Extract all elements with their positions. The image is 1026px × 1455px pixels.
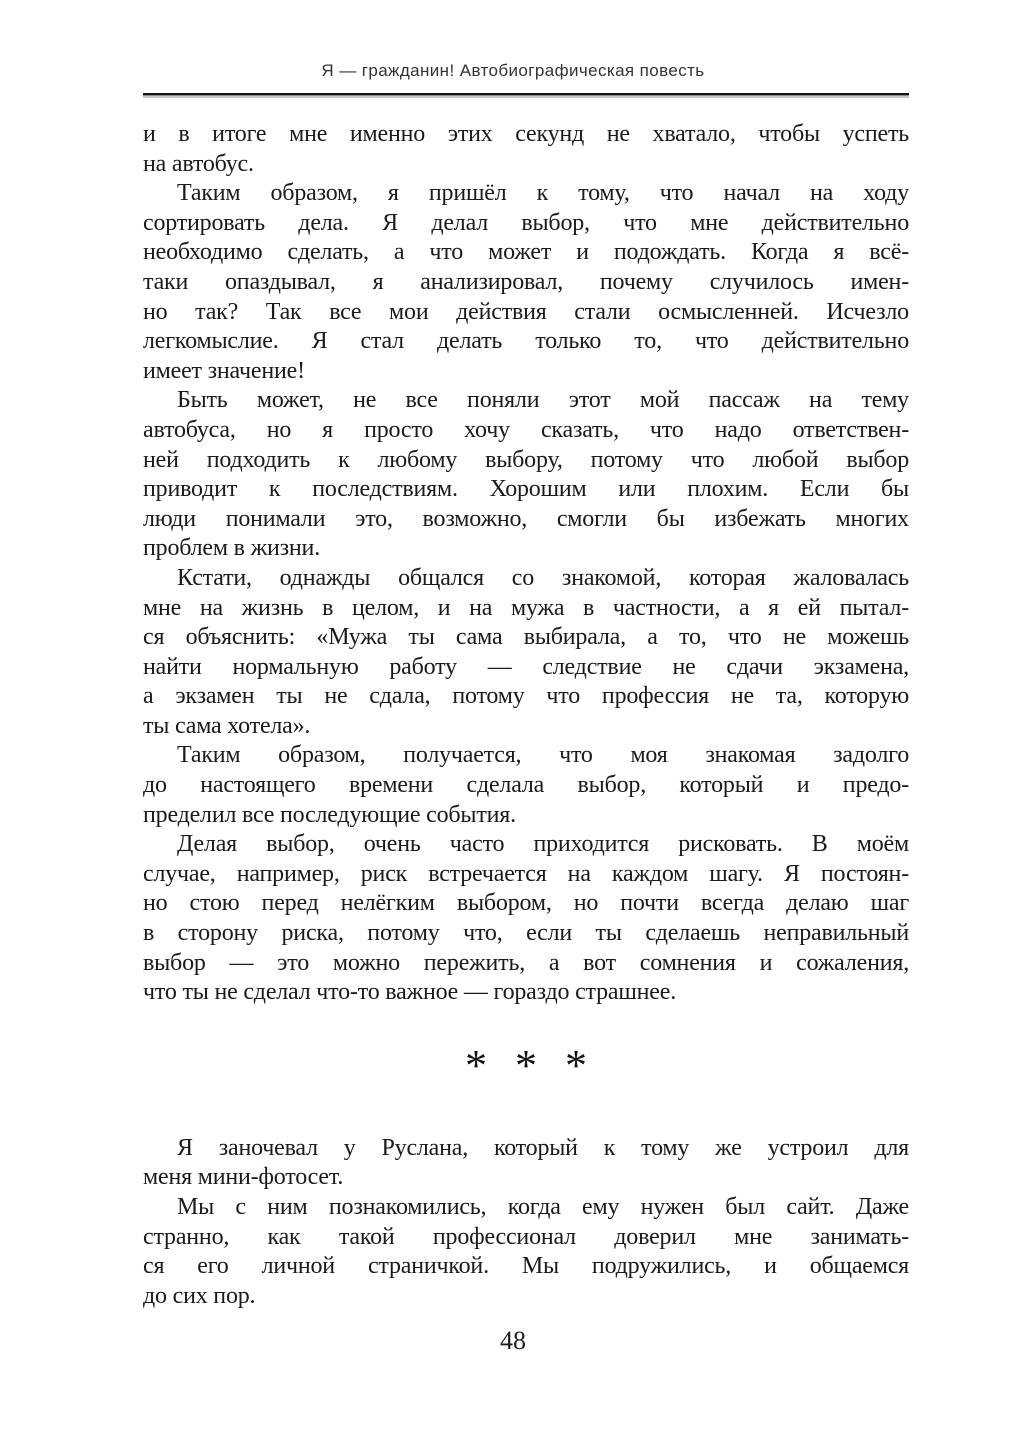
text-line: таки опаздывал, я анализировал, почему случилось имен- — [143, 268, 909, 295]
text-line: ней подходить к любому выбору, потому что любой выбор — [143, 446, 909, 473]
text-line: мне на жизнь в целом, и на мужа в частности, а я ей пытал- — [143, 594, 909, 621]
asterisk: * — [515, 1040, 537, 1090]
text-line: до сих пор. — [143, 1282, 256, 1309]
paragraph — [143, 120, 909, 179]
text-line: но стою перед нелёгким выбором, но почти всегда делаю шаг — [143, 890, 909, 917]
text-line: ся его личной страничкой. Мы подружились, и общаемся — [143, 1253, 909, 1280]
asterisk: * — [565, 1040, 587, 1090]
text-line: имеет значение! — [143, 357, 305, 384]
header-rule — [143, 93, 909, 98]
text-line: что ты не сделал что-то важное — гораздо страшнее. — [143, 979, 677, 1006]
section-separator — [143, 1038, 909, 1090]
text-line: в сторону риска, потому что, если ты сделаешь неправильный — [143, 920, 909, 947]
text-line: найти нормальную работу — следствие не сдачи экзамена, — [143, 653, 909, 680]
text-line: Быть может, не все поняли этот мой пассаж на тему — [177, 387, 909, 414]
text-line: на автобус. — [143, 150, 254, 177]
text-line: люди понимали это, возможно, смогли бы избежать многих — [143, 505, 909, 532]
paragraph — [143, 1134, 909, 1193]
text-line: Мы с ним познакомились, когда ему нужен был сайт. Даже — [177, 1194, 909, 1220]
text-line: до настоящего времени сделала выбор, который и предо- — [143, 772, 909, 799]
paragraph — [143, 564, 909, 742]
text-line: но так? Так все мои действия стали осмысленней. Исчезло — [143, 298, 909, 325]
text-line: странно, как такой профессионал доверил мне занимать- — [143, 1223, 909, 1250]
text-line: и в итоге мне именно этих секунд не хватало, чтобы успеть — [143, 121, 909, 147]
text-line: выбор — это можно пережить, а вот сомнения и сожаления, — [143, 949, 909, 976]
paragraph — [143, 386, 909, 564]
text-line: проблем в жизни. — [143, 535, 320, 562]
paragraph — [143, 741, 909, 830]
text-line: ся объяснить: «Мужа ты сама выбирала, а то, что не можешь — [143, 624, 909, 651]
text-line: Таким образом, я пришёл к тому, что начал на ходу — [177, 180, 909, 207]
paragraph — [143, 179, 909, 386]
text-line: ты сама хотела». — [143, 712, 311, 739]
text-line: пределил все последующие события. — [143, 801, 516, 828]
text-line: а экзамен ты не сдала, потому что профессия не та, которую — [143, 683, 909, 710]
running-head: Я — гражданин! Автобиографическая повесть — [321, 61, 705, 80]
paragraph — [143, 830, 909, 1008]
page-body — [143, 120, 909, 1311]
paragraph — [143, 1193, 909, 1311]
text-line: Я заночевал у Руслана, который к тому же устроил для — [177, 1134, 909, 1161]
text-line: Кстати, однажды общался со знакомой, которая жаловалась — [177, 564, 909, 591]
text-line: приводит к последствиям. Хорошим или плохим. Если бы — [143, 476, 909, 503]
text-line: необходимо сделать, а что может и подождать. Когда я всё- — [143, 239, 909, 266]
page-number: 48 — [500, 1326, 526, 1355]
text-line: легкомыслие. Я стал делать только то, что действительно — [143, 328, 909, 355]
text-line: случае, например, риск встречается на каждом шагу. Я постоян- — [143, 860, 909, 887]
text-line: меня мини-фотосет. — [143, 1164, 344, 1191]
text-line: Таким образом, получается, что моя знакомая задолго — [177, 742, 909, 769]
text-line: сортировать дела. Я делал выбор, что мне действительно — [143, 209, 909, 236]
text-line: автобуса, но я просто хочу сказать, что надо ответствен- — [143, 416, 909, 443]
asterisk: * — [465, 1040, 487, 1090]
text-line: Делая выбор, очень часто приходится рисковать. В моём — [177, 831, 909, 858]
